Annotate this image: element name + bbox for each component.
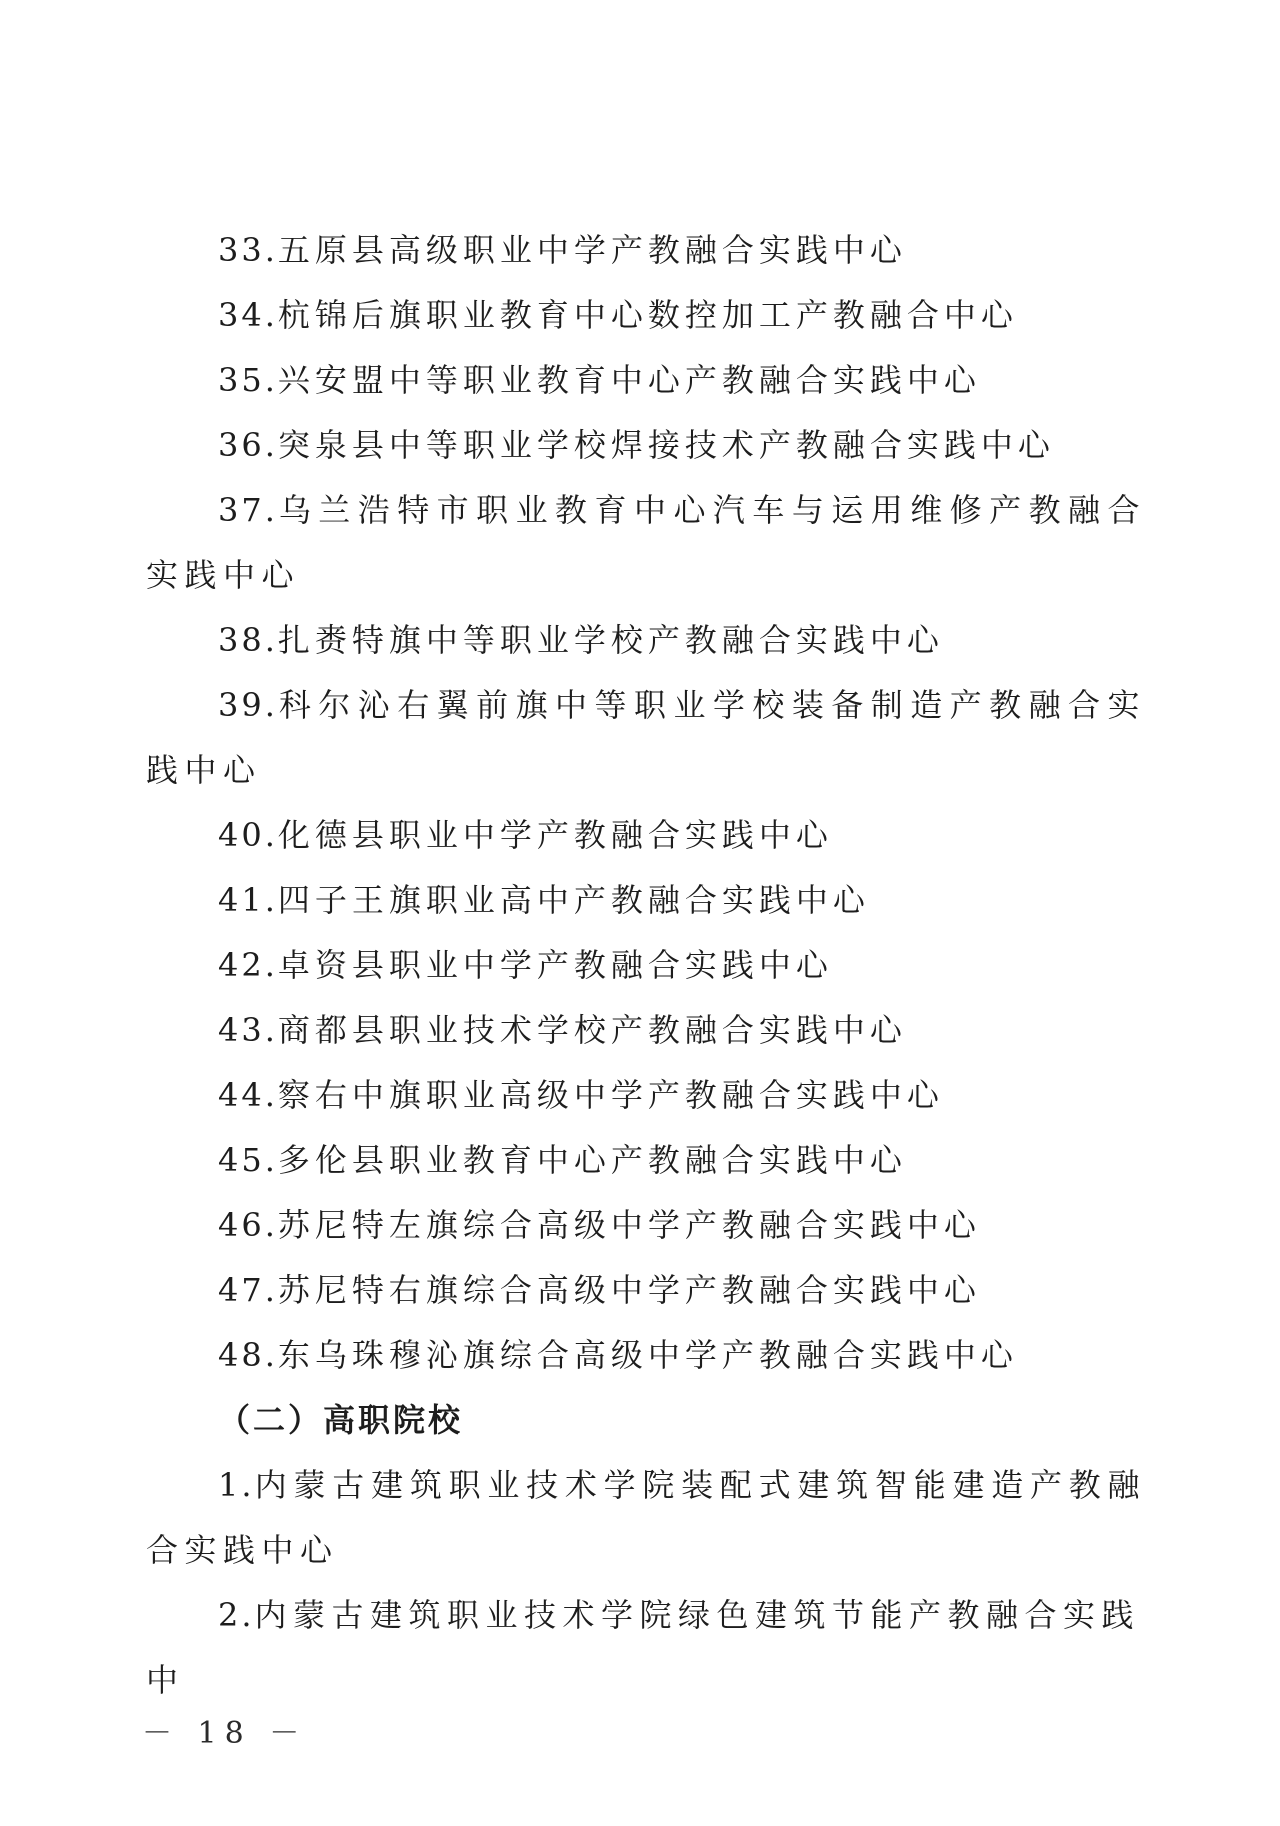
list-item: 46.苏尼特左旗综合高级中学产教融合实践中心 — [218, 1206, 981, 1244]
list-item: 38.扎赉特旗中等职业学校产教融合实践中心 — [218, 621, 944, 659]
list-item: 40.化德县职业中学产教融合实践中心 — [218, 816, 833, 854]
list-item: 43.商都县职业技术学校产教融合实践中心 — [218, 1011, 907, 1049]
list-item: 34.杭锦后旗职业教育中心数控加工产教融合中心 — [218, 296, 1018, 334]
list-item: 42.卓资县职业中学产教融合实践中心 — [218, 946, 833, 984]
list-item: 47.苏尼特右旗综合高级中学产教融合实践中心 — [218, 1271, 981, 1309]
list-item: 44.察右中旗职业高级中学产教融合实践中心 — [218, 1076, 944, 1114]
list-item: 39.科尔沁右翼前旗中等职业学校装备制造产教融合实践中心 — [146, 686, 1146, 789]
section-heading: （二）高职院校 — [218, 1401, 464, 1439]
list-item: 33.五原县高级职业中学产教融合实践中心 — [218, 231, 907, 269]
list-item: 1.内蒙古建筑职业技术学院装配式建筑智能建造产教融合实践中心 — [146, 1466, 1146, 1569]
list-item: 48.东乌珠穆沁旗综合高级中学产教融合实践中心 — [218, 1336, 1018, 1374]
list-item: 45.多伦县职业教育中心产教融合实践中心 — [218, 1141, 907, 1179]
list-item: 35.兴安盟中等职业教育中心产教融合实践中心 — [218, 361, 981, 399]
page-number: － 18 － — [142, 1716, 308, 1751]
list-item: 2.内蒙古建筑职业技术学院绿色建筑节能产教融合实践中 — [146, 1596, 1141, 1699]
center-list — [146, 218, 1146, 1713]
list-item: 36.突泉县中等职业学校焊接技术产教融合实践中心 — [218, 426, 1055, 464]
list-item: 37.乌兰浩特市职业教育中心汽车与运用维修产教融合实践中心 — [146, 491, 1146, 594]
list-item: 41.四子王旗职业高中产教融合实践中心 — [218, 881, 870, 919]
